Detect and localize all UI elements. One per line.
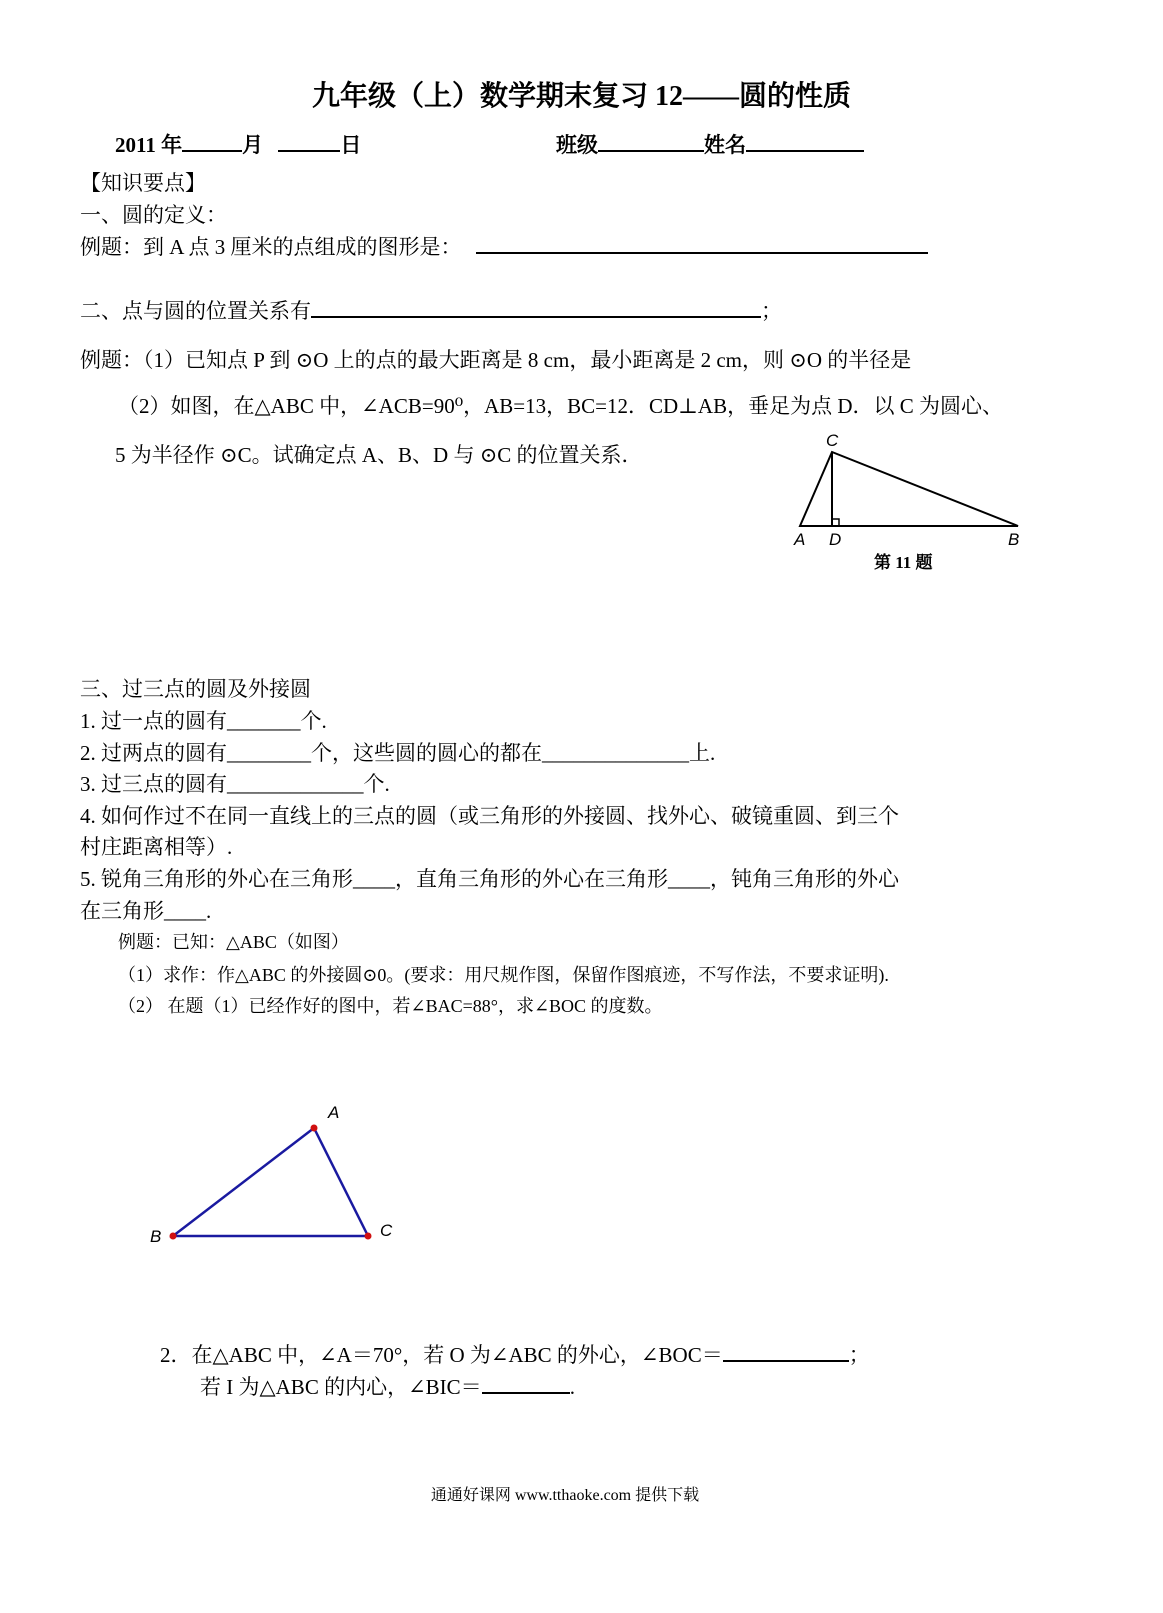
point-a bbox=[311, 1125, 318, 1132]
s3-item: 村庄距离相等）. bbox=[80, 835, 233, 859]
s3-item: 2. 过两点的圆有________个，这些圆的圆心的都在______________上. bbox=[80, 741, 716, 765]
figure-caption: 第 11 题 bbox=[874, 553, 933, 572]
s2-example-1: 例题：（1）已知点 P 到 ⊙O 上的点的最大距离是 8 cm，最小距离是 2 cm，则 ⊙O 的半径是 bbox=[80, 348, 912, 372]
s2-example-2a: （2）如图，在△ABC 中，∠ACB=90⁰，AB=13，BC=12．CD⊥AB，垂足为点 D．以 C 为圆心、 bbox=[118, 394, 1004, 418]
s3-item: 3. 过三点的圆有_____________个. bbox=[80, 772, 390, 796]
s2-heading-end: ； bbox=[761, 299, 782, 323]
answer-blank bbox=[482, 1374, 570, 1394]
label-a: A bbox=[794, 530, 806, 549]
year-label: 2011 年 bbox=[115, 133, 183, 157]
q2-line2-text: 若 I 为△ABC 的内心，∠BIC＝ bbox=[200, 1375, 482, 1399]
class-label: 班级 bbox=[556, 133, 598, 157]
s2-heading-text: 二、点与圆的位置关系有 bbox=[80, 299, 311, 323]
s2-example-2b: 5 为半径作 ⊙C。试确定点 A、B、D 与 ⊙C 的位置关系． bbox=[115, 443, 643, 467]
point-b bbox=[170, 1233, 177, 1240]
label-b: B bbox=[1008, 530, 1020, 549]
s3-question-1: （1）求作：作△ABC 的外接圆⊙0。(要求：用尺规作图，保留作图痕迹，不写作法，不要求证明). bbox=[118, 965, 889, 985]
q2-line2-end: . bbox=[569, 1375, 575, 1399]
q2-line1 bbox=[160, 1342, 870, 1368]
s3-item: 在三角形____. bbox=[80, 899, 212, 923]
section-heading: 【知识要点】 bbox=[80, 171, 206, 195]
label-c-2: C bbox=[380, 1221, 393, 1240]
s3-item: 5. 锐角三角形的外心在三角形____，直角三角形的外心在三角形____，钝角三角形的外心 bbox=[80, 867, 899, 891]
q2-line2 bbox=[200, 1374, 575, 1400]
s1-heading: 一、圆的定义： bbox=[80, 203, 227, 227]
label-c: C bbox=[826, 431, 839, 450]
s1-example-text: 例题：到 A 点 3 厘米的点组成的图形是： bbox=[80, 235, 462, 259]
right-angle-mark bbox=[832, 519, 839, 526]
s3-item: 4. 如何作过不在同一直线上的三点的圆（或三角形的外接圆、找外心、破镜重圆、到三个 bbox=[80, 804, 899, 828]
q2-line1-end: ； bbox=[848, 1343, 870, 1367]
footer: 通通好课网 www.tthaoke.com 提供下载 bbox=[430, 1487, 700, 1504]
q2-line1-text: 2．在△ABC 中，∠A＝70°，若 O 为∠ABC 的外心，∠BOC＝ bbox=[160, 1343, 723, 1367]
triangle-abc-2 bbox=[173, 1128, 368, 1236]
month-label: 月 bbox=[242, 133, 264, 157]
s3-heading: 三、过三点的圆及外接圆 bbox=[80, 677, 311, 701]
label-d: D bbox=[829, 530, 842, 549]
s3-question-2: （2） 在题（1）已经作好的图中，若∠BAC=88°，求∠BOC 的度数。 bbox=[118, 996, 663, 1016]
page-title: 九年级（上）数学期末复习 12——圆的性质 bbox=[311, 81, 851, 112]
label-b-2: B bbox=[150, 1227, 162, 1246]
label-a-2: A bbox=[328, 1103, 340, 1122]
name-label: 姓名 bbox=[704, 133, 746, 157]
answer-blank bbox=[723, 1342, 849, 1362]
s3-example: 例题：已知：△ABC（如图） bbox=[118, 932, 349, 952]
point-c bbox=[365, 1233, 372, 1240]
day-label: 日 bbox=[340, 133, 362, 157]
s3-item: 1. 过一点的圆有_______个. bbox=[80, 709, 327, 733]
